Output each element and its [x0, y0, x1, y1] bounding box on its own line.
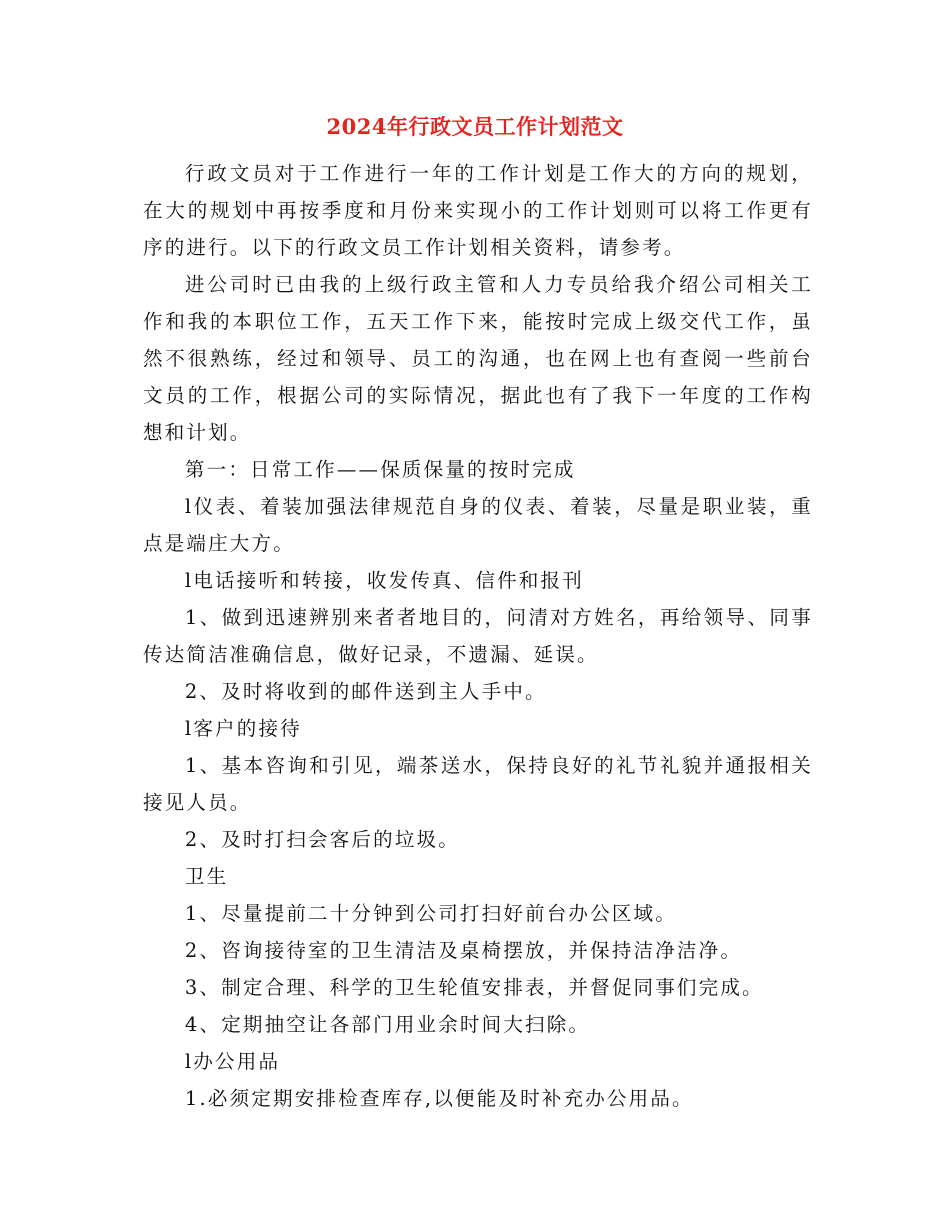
list-item-hygiene-3: 3、制定合理、科学的卫生轮值安排表，并督促同事们完成。 [184, 976, 764, 999]
list-item-reception: l客户的接待 [184, 717, 302, 740]
paragraph-intro: 行政文员对于工作进行一年的工作计划是工作大的方向的规划，在大的规划中再按季度和月份来实现小的工作计划则可以将工作更有序的进行。以下的行政文员工作计划相关资料，请参考。 [143, 162, 813, 259]
list-item-hygiene-1: 1、尽量提前二十分钟到公司打扫好前台办公区域。 [184, 902, 677, 925]
list-item-reception-1: 1、基本咨询和引见，端茶送水，保持良好的礼节礼貌并通报相关接见人员。 [143, 754, 813, 814]
list-item-supplies: l办公用品 [184, 1050, 281, 1073]
list-item-reception-2: 2、及时打扫会客后的垃圾。 [184, 828, 460, 851]
list-item-phone-2: 2、及时将收到的邮件送到主人手中。 [184, 680, 547, 703]
document-body [143, 155, 813, 1117]
list-item-supplies-1: 1.必须定期安排检查库存,以便能及时补充办公用品。 [184, 1087, 694, 1110]
list-item-hygiene-2: 2、咨询接待室的卫生清洁及桌椅摆放，并保持洁净洁净。 [184, 939, 743, 962]
list-item-hygiene-4: 4、定期抽空让各部门用业余时间大扫除。 [184, 1013, 591, 1036]
paragraph-background: 进公司时已由我的上级行政主管和人力专员给我介绍公司相关工作和我的本职位工作，五天工作下来，能按时完成上级交代工作，虽然不很熟练，经过和领导、员工的沟通，也在网上也有查阅一些前台文员的工作，根据公司的实际情况，据此也有了我下一年度的工作构想和计划。 [143, 273, 813, 444]
list-item-phone-1: 1、做到迅速辨别来者者地目的，问清对方姓名，再给领导、同事传达简洁准确信息，做好记录，不遗漏、延误。 [143, 606, 813, 666]
document-title: 2024年行政文员工作计划范文 [326, 114, 624, 139]
list-item-hygiene: 卫生 [184, 865, 229, 888]
list-item-phone: l电话接听和转接，收发传真、信件和报刊 [184, 569, 584, 592]
section-heading-daily-work: 第一：日常工作——保质保量的按时完成 [184, 458, 576, 481]
list-item-appearance: l仪表、着装加强法律规范自身的仪表、着装，尽量是职业装，重点是端庄大方。 [143, 495, 813, 555]
